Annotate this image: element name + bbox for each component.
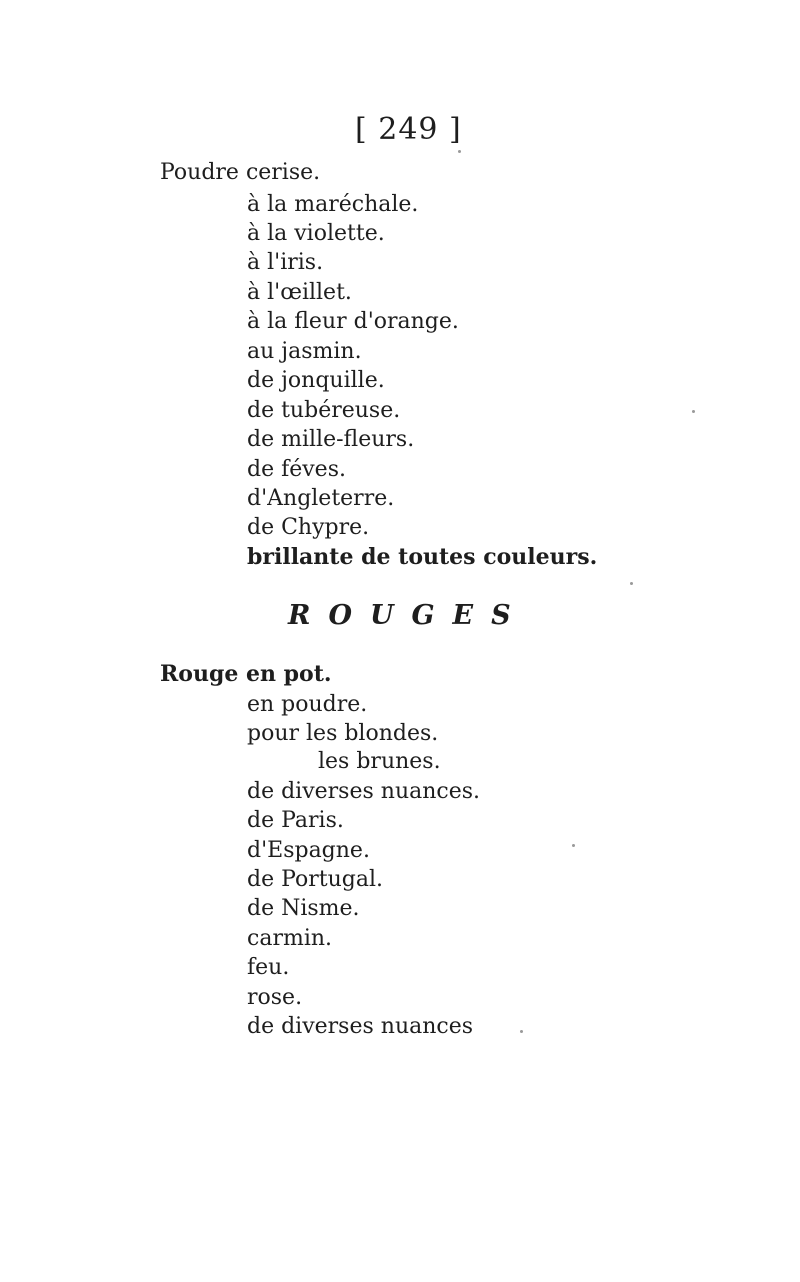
powder-item: de Chypre. <box>247 515 370 540</box>
rouge-item: les brunes. <box>318 749 441 774</box>
powder-item: à l'œillet. <box>247 280 352 305</box>
rouge-item: d'Espagne. <box>247 838 370 863</box>
powder-item: de jonquille. <box>247 368 385 393</box>
powder-item: à la maréchale. <box>247 192 419 217</box>
print-speck <box>520 1030 523 1033</box>
print-speck <box>692 410 695 413</box>
rouge-item: carmin. <box>247 926 333 951</box>
section-title-rouges: ROUGES <box>288 600 529 631</box>
print-speck <box>630 582 633 585</box>
powder-item: de tubéreuse. <box>247 398 401 423</box>
rouge-item: de diverses nuances <box>247 1014 474 1039</box>
powder-item: à l'iris. <box>247 250 324 275</box>
rouge-item: de Paris. <box>247 808 344 833</box>
powder-item: d'Angleterre. <box>247 486 395 511</box>
print-speck <box>458 150 461 153</box>
page-number: [ 249 ] <box>355 112 462 147</box>
print-speck <box>572 844 575 847</box>
rouge-item: de diverses nuances. <box>247 779 481 804</box>
powder-item: à la fleur d'orange. <box>247 309 459 334</box>
rouge-heading: Rouge en pot. <box>160 661 332 687</box>
rouge-item: de Portugal. <box>247 867 384 892</box>
powder-heading: Poudre cerise. <box>160 160 321 185</box>
powder-item: à la violette. <box>247 221 385 246</box>
rouge-item: en poudre. <box>247 692 368 717</box>
powder-item: de féves. <box>247 457 346 482</box>
powder-item: de mille-fleurs. <box>247 427 415 452</box>
rouge-item: rose. <box>247 985 303 1010</box>
rouge-item: pour les blondes. <box>247 721 439 746</box>
powder-item: brillante de toutes couleurs. <box>247 544 598 570</box>
rouge-item: feu. <box>247 955 290 980</box>
rouge-item: de Nisme. <box>247 896 360 921</box>
powder-item: au jasmin. <box>247 339 362 364</box>
